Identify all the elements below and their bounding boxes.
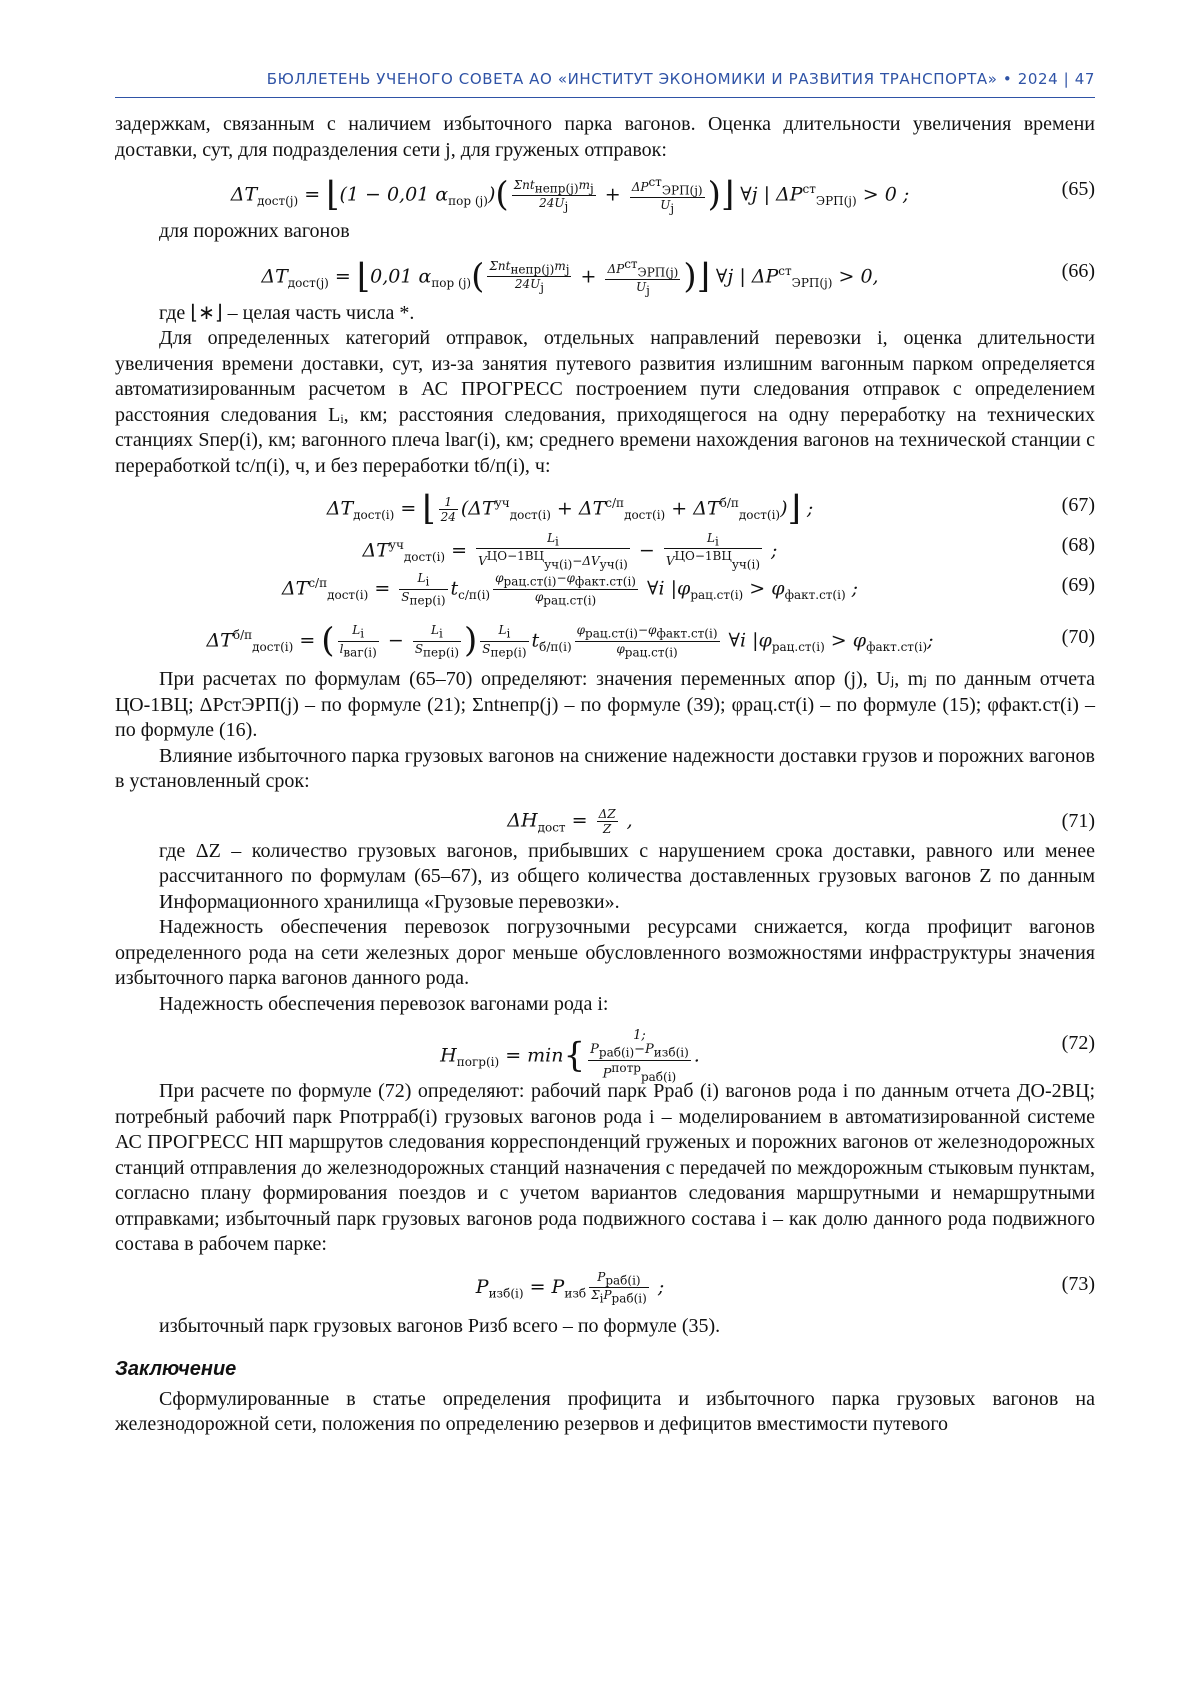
formula-number: (66) (1062, 259, 1095, 285)
formula-67: ΔTдост(i) = ⌊ 1 24 (ΔTучдост(i) + ΔTс/пдост(i) + ΔTб/пдост(i))⌋ ; (67) (115, 483, 1095, 519)
formula-73: Pизб(i) = Pизб Pраб(i) ΣiPраб(i) ; (73) (115, 1262, 1095, 1310)
formula-69: ΔTс/пдост(i) = Li Sпер(i) tс/п(i) φрац.ст(i)−φфакт.ст(i) φрац.ст(i) ∀i |φрац.ст(i) > φфакт.ст(i) ; (69) (115, 563, 1095, 611)
formula-number: (73) (1062, 1272, 1095, 1298)
paragraph: Надежность обеспечения перевозок вагонами рода i: (115, 992, 1095, 1018)
formula-number: (65) (1062, 177, 1095, 203)
paragraph: Для определенных категорий отправок, отдельных направлений перевозки i, оценка длительности увеличения времени доставки, сут, из-за занятия путевого развития излишним вагонным парком определяется автоматизированным расчетом в АС ПРОГРЕСС построением пути следования отправок с определением расстояния следования Lᵢ, км; расстояния следования, приходящегося на одну переработку на технических станциях Sпер(i), км; вагонного плеча lваг(i), км; среднего времени нахождения вагонов на технической станции с переработкой tс/п(i), ч, и без переработки tб/п(i), ч: (115, 326, 1095, 479)
formula-number: (69) (1062, 573, 1095, 599)
paragraph: задержкам, связанным с наличием избыточного парка вагонов. Оценка длительности увеличения времени доставки, сут, для подразделения сети j, для груженых отправок: (115, 112, 1095, 163)
paragraph: избыточный парк грузовых вагонов Pизб всего – по формуле (35). (115, 1314, 1095, 1340)
formula-70: ΔTб/пдост(i) = ( Li lваг(i) − Li Sпер(i) ) Li Sпер(i) tб/п(i) φрац.ст(i)−φфакт.ст(i) φрац.ст(i) ∀i |φрац.ст(i) > φфакт.ст(i); (70) (115, 615, 1095, 663)
formula-66: ΔTдост(j) = ⌊0,01 αпор (j)( Σntнепр(j)mj 24Uj + ΔPстЭРП(j) Uj )⌋ ∀j | ΔPстЭРП(j) > 0, (66) (115, 249, 1095, 297)
paragraph: где ⌊∗⌋ – целая часть числа *. (115, 301, 1095, 327)
formula-number: (71) (1062, 809, 1095, 835)
paragraph: для порожних вагонов (115, 219, 1095, 245)
paragraph: Влияние избыточного парка грузовых вагонов на снижение надежности доставки грузов и порожних вагонов в установленный срок: (115, 744, 1095, 795)
paragraph: где ΔZ – количество грузовых вагонов, прибывших с нарушением срока доставки, равного или менее рассчитанного по формулам (65–67), из общего количества доставленных грузовых вагонов Z по данным Информационного хранилища «Грузовые перевозки». (115, 839, 1095, 916)
header-rule (115, 97, 1095, 98)
paragraph: Надежность обеспечения перевозок погрузочными ресурсами снижается, когда профицит вагонов определенного рода на сети железных дорог меньше обусловленного возможностями инфраструктуры значения избыточного парка вагонов данного рода. (115, 915, 1095, 992)
paragraph: При расчете по формуле (72) определяют: рабочий парк Pраб (i) вагонов рода i по данным отчета ДО-2ВЦ; потребный рабочий парк Pпотрраб(i) грузовых вагонов рода i – моделированием в автоматизированной системе АС ПРОГРЕСС НП маршрутов следования корреспонденций груженых и порожних вагонов от железнодорожных станций отправления до железнодорожных станций назначения с передачей по междорожным стыковым пунктам, согласно плану формирования поездов и с учетом вариантов следования маршрутными и немаршрутными отправками; избыточный парк грузовых вагонов рода подвижного состава i – как долю данного рода подвижного состава в рабочем парке: (115, 1079, 1095, 1258)
formula-71: ΔHдост = ΔZ Z , (71) (115, 799, 1095, 835)
paragraph: Сформулированные в статье определения профицита и избыточного парка грузовых вагонов на железнодорожной сети, положения по определению резервов и дефицитов вместимости путевого (115, 1387, 1095, 1438)
formula-72: Hпогр(i) = min{ 1; Pраб(i)−Pизб(i) Pпотрраб(i) . (72) (115, 1021, 1095, 1075)
formula-number: (67) (1062, 493, 1095, 519)
formula-number: (72) (1062, 1031, 1095, 1057)
paragraph: При расчетах по формулам (65–70) определяют: значения переменных αпор (j), Uⱼ, mⱼ по данным отчета ЦО-1ВЦ; ΔPстЭРП(j) – по формуле (21); Σntнепр(j) – по формуле (39); φрац.ст(i) – по формуле (15); φфакт.ст(i) – по формуле (16). (115, 667, 1095, 744)
section-heading: Заключение (115, 1357, 1095, 1383)
page-body (115, 112, 1095, 1438)
formula-65: ΔTдост(j) = ⌊(1 − 0,01 αпор (j))( Σntнепр(j)mj 24Uj + ΔPстЭРП(j) Uj )⌋ ∀j | ΔPстЭРП(j) > 0 ; (65) (115, 167, 1095, 215)
running-header: БЮЛЛЕТЕНЬ УЧЕНОГО СОВЕТА АО «ИНСТИТУТ ЭКОНОМИКИ И РАЗВИТИЯ ТРАНСПОРТА» • 2024 | 47 (115, 70, 1095, 88)
formula-68: ΔTучдост(i) = Li VЦО−1ВЦуч(i)−ΔVуч(i) − Li VЦО−1ВЦуч(i) ; (68) (115, 523, 1095, 559)
formula-number: (68) (1062, 533, 1095, 559)
formula-number: (70) (1062, 625, 1095, 651)
